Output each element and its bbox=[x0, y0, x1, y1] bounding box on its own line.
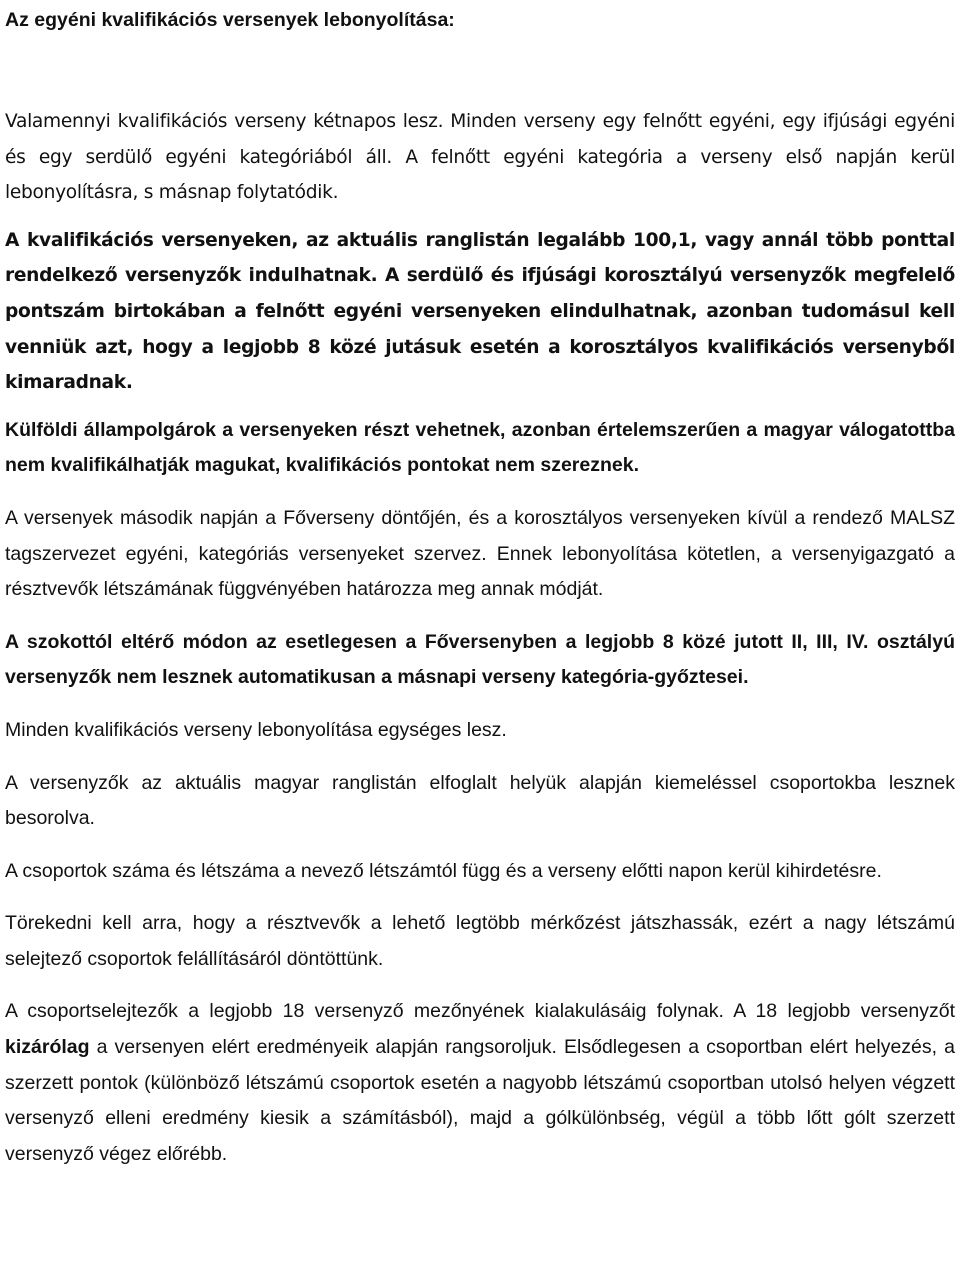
paragraph-competition-format: Valamennyi kvalifikációs verseny kétnapos lesz. Minden verseny egy felnőtt egyéni, egy ifjúsági egyéni és egy serdülő egyéni kategóriából áll. A felnőtt egyéni kategória a verseny első napján kerül lebonyolításra, s másnap folytatódik. bbox=[5, 111, 955, 204]
paragraph-group-count: A csoportok száma és létszáma a nevező létszámtól függ és a verseny előtti napon kerül kihirdetésre. bbox=[5, 859, 882, 882]
paragraph-uniform-format: Minden kvalifikációs verseny lebonyolítása egységes lesz. bbox=[5, 718, 507, 741]
paragraph-match-count: Törekedni kell arra, hogy a résztvevők a lehető legtöbb mérkőzést játszhassák, ezért a nagy létszámú selejtező csoportok felállításáról döntöttünk. bbox=[5, 912, 955, 970]
document-page bbox=[5, 0, 955, 1172]
paragraph-seeding: A versenyzők az aktuális magyar ranglistán elfoglalt helyük alapján kiemeléssel csoportokba lesznek besorolva. bbox=[5, 771, 955, 830]
ranking-text-start: A csoportselejtezők a legjobb 18 versenyző mezőnyének kialakulásáig folynak. A 18 legjobb versenyzőt bbox=[5, 1000, 955, 1023]
paragraph-eligibility: A kvalifikációs versenyeken, az aktuális ranglistán legalább 100,1, vagy annál több ponttal rendelkező versenyzők indulhatnak. A serdülő és ifjúsági korosztályú versenyzők megfelelő pontszám birtokában a felnőtt egyéni versenyeken elindulhatnak, azonban tudomásul kell venniük azt, hogy a legjobb 8 közé jutásuk esetén a korosztályos kvalifikációs versenyből kimaradnak. bbox=[5, 229, 955, 394]
ranking-emphasis: kizárólag bbox=[5, 1036, 90, 1059]
paragraph-foreign-citizens: Külföldi állampolgárok a versenyeken részt vehetnek, azonban értelemszerűen a magyar válogatottba nem kvalifikálhatják magukat, kvalifikációs pontokat nem szereznek. bbox=[5, 418, 955, 477]
paragraph-ranking bbox=[5, 994, 955, 1172]
ranking-text-end: a versenyen elért eredményeik alapján rangsoroljuk. Elsődlegesen a csoportban elért helyezés, a szerzett pontok (különböző létszámú csoportok esetén a nagyobb létszámú csoportban utolsó helyen végzett versenyző elleni eredmény kiesik a számításból), majd a gólkülönbség, végül a több lőtt gólt szerzett versenyző végez előrébb. bbox=[5, 1036, 955, 1165]
page-title: Az egyéni kvalifikációs versenyek lebonyolítása: bbox=[5, 9, 455, 31]
paragraph-second-day: A versenyek második napján a Főverseny döntőjén, és a korosztályos versenyeken kívül a rendező MALSZ tagszervezet egyéni, kategóriás versenyeket szervez. Ennek lebonyolítása kötetlen, a versenyigazgató a résztvevők létszámának függvényében határozza meg annak módját. bbox=[5, 506, 955, 601]
paragraph-exception-note: A szokottól eltérő módon az esetlegesen a Főversenyben a legjobb 8 közé jutott II, III, IV. osztályú versenyzők nem lesznek automatikusan a másnapi verseny kategória-győztesei. bbox=[5, 630, 955, 689]
